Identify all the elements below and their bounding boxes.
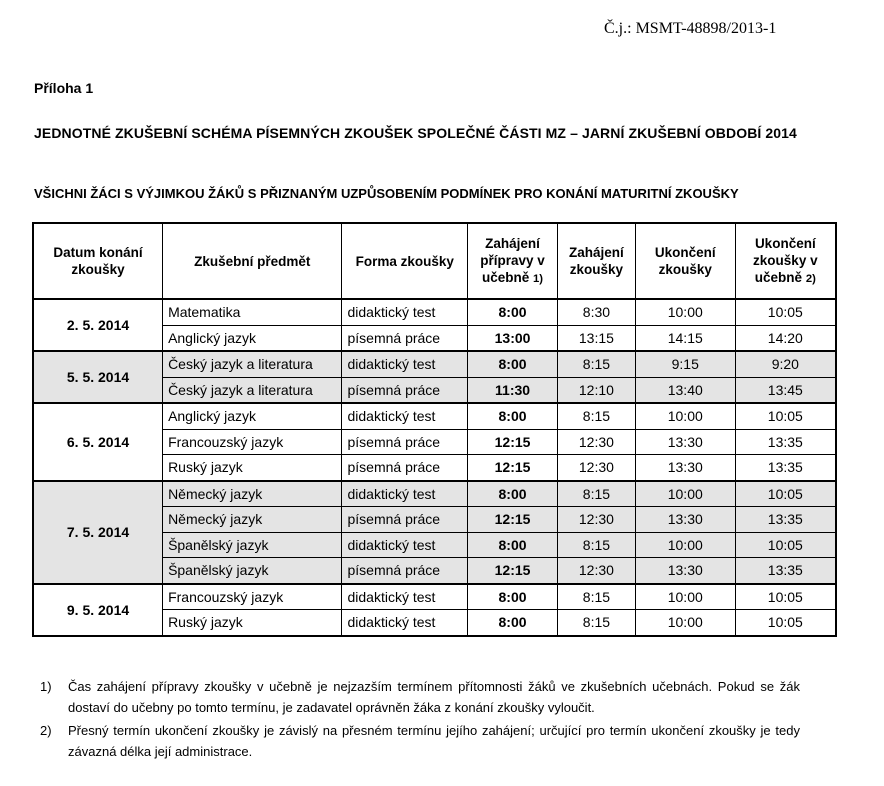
exam-schedule-table bbox=[32, 222, 837, 637]
prep-start-cell: 8:00 bbox=[468, 481, 558, 507]
end-room-time-cell: 14:20 bbox=[735, 325, 836, 351]
exam-date-cell: 5. 5. 2014 bbox=[33, 351, 163, 403]
footnotes bbox=[40, 676, 800, 764]
subject-cell: Francouzský jazyk bbox=[163, 429, 342, 455]
footnote bbox=[40, 676, 800, 718]
exam-date-cell: 7. 5. 2014 bbox=[33, 481, 163, 584]
prep-start-cell: 8:00 bbox=[468, 351, 558, 377]
header-start: Zahájení zkoušky bbox=[557, 223, 635, 299]
end-room-time-cell: 10:05 bbox=[735, 584, 836, 610]
subject-cell: Český jazyk a literatura bbox=[163, 351, 342, 377]
end-room-time-cell: 13:35 bbox=[735, 429, 836, 455]
exam-date-cell: 9. 5. 2014 bbox=[33, 584, 163, 636]
prep-start-cell: 8:00 bbox=[468, 610, 558, 636]
table-row bbox=[33, 584, 836, 610]
prep-start-cell: 12:15 bbox=[468, 558, 558, 584]
subject-cell: Český jazyk a literatura bbox=[163, 377, 342, 403]
end-room-time-cell: 10:05 bbox=[735, 532, 836, 558]
end-room-time-cell: 13:35 bbox=[735, 507, 836, 533]
end-room-time-cell: 10:05 bbox=[735, 403, 836, 429]
footnote-number: 1) bbox=[40, 679, 52, 694]
document-subtitle: VŠICHNI ŽÁCI S VÝJIMKOU ŽÁKŮ S PŘIZNANÝM UZPŮSOBENÍM PODMÍNEK PRO KONÁNÍ MATURITNÍ ZKOUŠKY bbox=[34, 186, 739, 201]
start-time-cell: 8:15 bbox=[557, 403, 635, 429]
table-row bbox=[33, 481, 836, 507]
exam-date-cell: 2. 5. 2014 bbox=[33, 299, 163, 351]
subject-cell: Německý jazyk bbox=[163, 481, 342, 507]
exam-form-cell: písemná práce bbox=[342, 429, 468, 455]
end-time-cell: 10:00 bbox=[635, 584, 735, 610]
exam-form-cell: didaktický test bbox=[342, 532, 468, 558]
subject-cell: Anglický jazyk bbox=[163, 325, 342, 351]
start-time-cell: 12:30 bbox=[557, 429, 635, 455]
subject-cell: Španělský jazyk bbox=[163, 532, 342, 558]
table-row bbox=[33, 351, 836, 377]
start-time-cell: 12:30 bbox=[557, 507, 635, 533]
exam-form-cell: didaktický test bbox=[342, 610, 468, 636]
end-time-cell: 13:30 bbox=[635, 455, 735, 481]
subject-cell: Německý jazyk bbox=[163, 507, 342, 533]
date-group bbox=[33, 351, 836, 403]
prep-start-cell: 11:30 bbox=[468, 377, 558, 403]
header-form: Forma zkoušky bbox=[342, 223, 468, 299]
header-prep-start: Zahájení přípravy v učebně 1) bbox=[468, 223, 558, 299]
subject-cell: Francouzský jazyk bbox=[163, 584, 342, 610]
date-group bbox=[33, 403, 836, 481]
document-reference-number: Č.j.: MSMT-48898/2013-1 bbox=[604, 20, 777, 37]
start-time-cell: 12:10 bbox=[557, 377, 635, 403]
end-time-cell: 10:00 bbox=[635, 610, 735, 636]
prep-start-cell: 8:00 bbox=[468, 584, 558, 610]
end-room-time-cell: 10:05 bbox=[735, 481, 836, 507]
subject-cell: Ruský jazyk bbox=[163, 455, 342, 481]
start-time-cell: 8:15 bbox=[557, 532, 635, 558]
exam-form-cell: písemná práce bbox=[342, 455, 468, 481]
exam-date-cell: 6. 5. 2014 bbox=[33, 403, 163, 481]
start-time-cell: 8:30 bbox=[557, 299, 635, 325]
header-date: Datum konání zkoušky bbox=[33, 223, 163, 299]
footnote-ref-1: 1) bbox=[533, 272, 544, 285]
table-row bbox=[33, 403, 836, 429]
exam-form-cell: písemná práce bbox=[342, 558, 468, 584]
prep-start-cell: 12:15 bbox=[468, 455, 558, 481]
start-time-cell: 8:15 bbox=[557, 481, 635, 507]
subject-cell: Španělský jazyk bbox=[163, 558, 342, 584]
end-time-cell: 13:40 bbox=[635, 377, 735, 403]
exam-form-cell: písemná práce bbox=[342, 377, 468, 403]
footnote bbox=[40, 720, 800, 762]
header-end-room: Ukončení zkoušky v učebně 2) bbox=[735, 223, 836, 299]
end-time-cell: 10:00 bbox=[635, 403, 735, 429]
annex-label: Příloha 1 bbox=[34, 80, 94, 96]
footnote-text: Přesný termín ukončení zkoušky je závislý na přesném termínu jejího zahájení; určující pro termín ukončení zkoušky je tedy závazná délka její administrace. bbox=[68, 723, 800, 759]
exam-form-cell: písemná práce bbox=[342, 507, 468, 533]
prep-start-cell: 13:00 bbox=[468, 325, 558, 351]
end-time-cell: 9:15 bbox=[635, 351, 735, 377]
end-room-time-cell: 13:35 bbox=[735, 558, 836, 584]
header-subject: Zkušební předmět bbox=[163, 223, 342, 299]
exam-form-cell: didaktický test bbox=[342, 584, 468, 610]
start-time-cell: 13:15 bbox=[557, 325, 635, 351]
end-time-cell: 14:15 bbox=[635, 325, 735, 351]
table-row bbox=[33, 299, 836, 325]
start-time-cell: 12:30 bbox=[557, 558, 635, 584]
prep-start-cell: 8:00 bbox=[468, 299, 558, 325]
date-group bbox=[33, 481, 836, 584]
end-time-cell: 10:00 bbox=[635, 299, 735, 325]
subject-cell: Ruský jazyk bbox=[163, 610, 342, 636]
prep-start-cell: 8:00 bbox=[468, 403, 558, 429]
end-room-time-cell: 13:45 bbox=[735, 377, 836, 403]
footnote-number: 2) bbox=[40, 723, 52, 738]
document-title: JEDNOTNÉ ZKUŠEBNÍ SCHÉMA PÍSEMNÝCH ZKOUŠEK SPOLEČNÉ ČÁSTI MZ – JARNÍ ZKUŠEBNÍ OBDOBÍ 2014 bbox=[34, 125, 797, 141]
start-time-cell: 8:15 bbox=[557, 584, 635, 610]
start-time-cell: 8:15 bbox=[557, 351, 635, 377]
footnote-text: Čas zahájení přípravy zkoušky v učebně je nejzazším termínem přítomnosti žáků ve zkušebních učebnách. Pokud se žák dostaví do učebny po tomto termínu, je zadavatel oprávněn žáka z konání zkoušky vyloučit. bbox=[68, 679, 800, 715]
table-header bbox=[33, 223, 836, 299]
end-time-cell: 13:30 bbox=[635, 507, 735, 533]
end-room-time-cell: 13:35 bbox=[735, 455, 836, 481]
start-time-cell: 8:15 bbox=[557, 610, 635, 636]
exam-form-cell: didaktický test bbox=[342, 299, 468, 325]
date-group bbox=[33, 299, 836, 351]
exam-form-cell: didaktický test bbox=[342, 481, 468, 507]
header-row bbox=[33, 223, 836, 299]
end-time-cell: 10:00 bbox=[635, 532, 735, 558]
exam-form-cell: didaktický test bbox=[342, 403, 468, 429]
prep-start-cell: 12:15 bbox=[468, 429, 558, 455]
end-room-time-cell: 10:05 bbox=[735, 610, 836, 636]
date-group bbox=[33, 584, 836, 636]
end-time-cell: 13:30 bbox=[635, 429, 735, 455]
subject-cell: Anglický jazyk bbox=[163, 403, 342, 429]
prep-start-cell: 8:00 bbox=[468, 532, 558, 558]
end-room-time-cell: 10:05 bbox=[735, 299, 836, 325]
footnote-ref-2: 2) bbox=[805, 272, 816, 285]
exam-form-cell: didaktický test bbox=[342, 351, 468, 377]
header-end: Ukončení zkoušky bbox=[635, 223, 735, 299]
start-time-cell: 12:30 bbox=[557, 455, 635, 481]
end-room-time-cell: 9:20 bbox=[735, 351, 836, 377]
end-time-cell: 10:00 bbox=[635, 481, 735, 507]
subject-cell: Matematika bbox=[163, 299, 342, 325]
prep-start-cell: 12:15 bbox=[468, 507, 558, 533]
end-time-cell: 13:30 bbox=[635, 558, 735, 584]
exam-form-cell: písemná práce bbox=[342, 325, 468, 351]
